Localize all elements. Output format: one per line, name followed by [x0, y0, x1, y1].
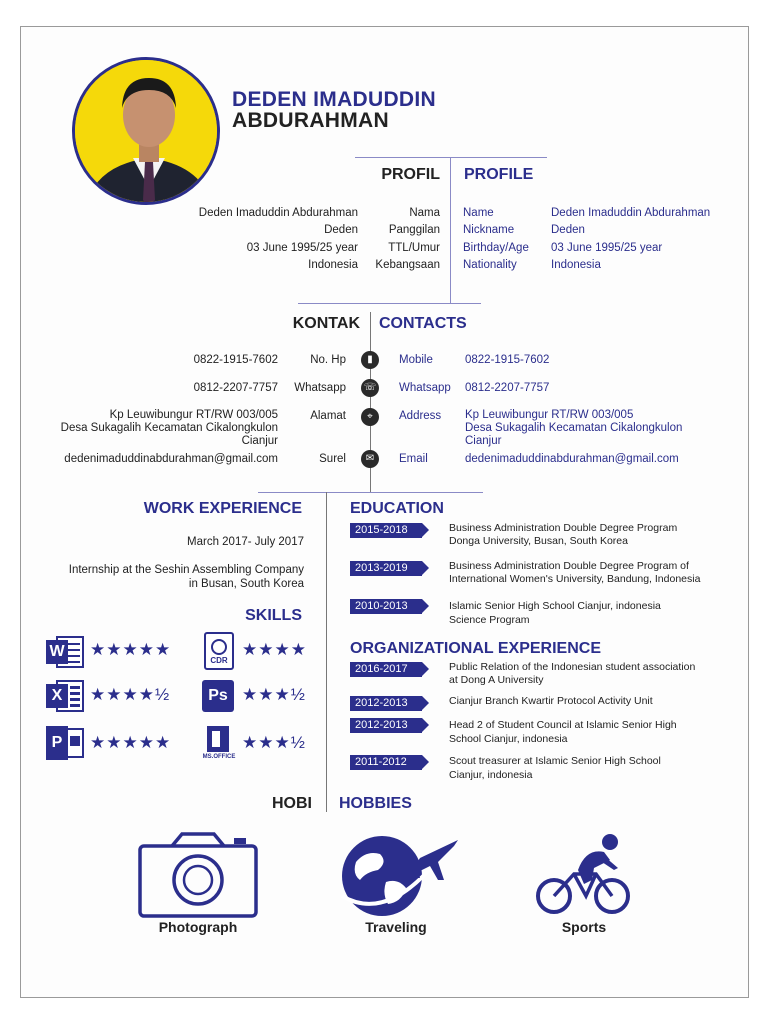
- profile-label-en: Name: [463, 207, 494, 219]
- education-years-badge: 2013-2019: [350, 561, 422, 576]
- excel-icon: X: [46, 680, 84, 712]
- contacts-bottom-rule: [258, 492, 483, 493]
- organization-line1: Public Relation of the Indonesian student association: [449, 661, 696, 673]
- email-icon: ✉: [361, 450, 379, 468]
- profile-label-id: TTL/Umur: [388, 242, 440, 254]
- msoffice-stars: ★★★½: [242, 733, 306, 752]
- name-line1: DEDEN IMADUDDIN: [232, 88, 436, 111]
- globe-plane-icon: [336, 832, 460, 918]
- profile-value-left: Deden: [324, 224, 358, 236]
- contact-value-right[interactable]: dedenimaduddinabdurahman@gmail.com: [465, 453, 679, 465]
- location-icon: ⌖: [361, 408, 379, 426]
- whatsapp-icon: ☏: [361, 379, 379, 397]
- education-years-badge: 2015-2018: [350, 523, 422, 538]
- hobbies-heading-id: HOBI: [272, 795, 312, 812]
- photoshop-icon: Ps: [202, 680, 234, 712]
- contact-label-en: Mobile: [399, 354, 433, 366]
- profile-value-left: 03 June 1995/25 year: [246, 242, 358, 254]
- profile-top-rule: [355, 157, 547, 158]
- word-icon: W: [46, 636, 84, 668]
- hobby-label: Traveling: [365, 919, 427, 935]
- contacts-heading-en: CONTACTS: [379, 315, 467, 332]
- hobbies-heading-en: HOBBIES: [339, 795, 412, 812]
- contact-value-left: 0812-2207-7757: [193, 382, 278, 394]
- profile-label-en: Birthday/Age: [463, 242, 529, 254]
- profile-value-left: Deden Imaduddin Abdurahman: [198, 207, 358, 219]
- contact-value-left: Kp Leuwibungur RT/RW 003/005 Desa Sukagalih Kecamatan Cikalongkulon Cianjur: [60, 409, 278, 447]
- skills-heading: SKILLS: [245, 607, 302, 624]
- cyclist-icon: [534, 830, 634, 918]
- education-line1: Business Administration Double Degree Program of: [449, 560, 689, 572]
- contacts-heading-id: KONTAK: [292, 315, 360, 332]
- work-heading: WORK EXPERIENCE: [143, 500, 302, 517]
- msoffice-icon: MS.OFFICE: [202, 726, 236, 764]
- contact-value-right[interactable]: 0822-1915-7602: [465, 354, 550, 366]
- word-stars: ★★★★★: [90, 640, 172, 659]
- profile-value-right: 03 June 1995/25 year: [551, 242, 663, 254]
- work-date: March 2017- July 2017: [187, 536, 304, 548]
- profile-value-right: Deden: [551, 224, 585, 236]
- profile-heading-id: PROFIL: [381, 166, 440, 183]
- contact-value-left: dedenimaduddinabdurahman@gmail.com: [64, 453, 278, 465]
- organization-years-badge: 2012-2013: [350, 718, 422, 733]
- work-desc-line2: in Busan, South Korea: [188, 578, 304, 590]
- contact-label-en: Address: [399, 410, 442, 422]
- cdr-stars: ★★★★: [242, 640, 307, 659]
- center-divider: [326, 492, 327, 812]
- contact-label-id: No. Hp: [310, 354, 346, 366]
- education-line1: Islamic Senior High School Cianjur, indonesia: [449, 600, 661, 612]
- contact-label-id: Alamat: [310, 410, 346, 422]
- profile-value-right: Indonesia: [551, 259, 601, 271]
- education-line2: Science Program: [449, 614, 530, 626]
- education-line2: Donga University, Busan, South Korea: [449, 535, 628, 547]
- hobby-label: Photograph: [158, 919, 238, 935]
- hobby-label: Sports: [561, 919, 607, 935]
- organization-line2: at Dong A University: [449, 674, 544, 686]
- work-desc-line1: Internship at the Seshin Assembling Company: [68, 564, 304, 576]
- powerpoint-icon: P: [46, 726, 86, 760]
- contact-value-left: 0822-1915-7602: [193, 354, 278, 366]
- organization-years-badge: 2012-2013: [350, 696, 422, 711]
- profile-label-id: Panggilan: [388, 224, 440, 236]
- organization-line1: Scout treasurer at Islamic Senior High School: [449, 755, 661, 767]
- contact-label-en: Whatsapp: [399, 382, 451, 394]
- organization-line1: Head 2 of Student Council at Islamic Senior High: [449, 719, 677, 731]
- contact-value-right[interactable]: 0812-2207-7757: [465, 382, 550, 394]
- education-heading: EDUCATION: [350, 500, 444, 517]
- profile-label-en: Nationality: [463, 259, 517, 271]
- name-line2: ABDURAHMAN: [232, 109, 389, 132]
- phone-icon: ▮: [361, 351, 379, 369]
- education-years-badge: 2010-2013: [350, 599, 422, 614]
- education-line1: Business Administration Double Degree Program: [449, 522, 678, 534]
- organization-line2: School Cianjur, indonesia: [449, 733, 568, 745]
- contact-label-id: Whatsapp: [294, 382, 346, 394]
- powerpoint-stars: ★★★★★: [90, 733, 172, 752]
- cdr-icon: CDR: [204, 632, 234, 670]
- contact-value-right: Kp Leuwibungur RT/RW 003/005 Desa Sukagalih Kecamatan Cikalongkulon Cianjur: [465, 409, 683, 447]
- organization-line1: Cianjur Branch Kwartir Protocol Activity Unit: [449, 695, 653, 707]
- profile-value-right: Deden Imaduddin Abdurahman: [551, 207, 711, 219]
- profile-value-left: Indonesia: [308, 259, 358, 271]
- profile-label-en: Nickname: [463, 224, 515, 236]
- photoshop-stars: ★★★½: [242, 685, 306, 704]
- organization-line2: Cianjur, indonesia: [449, 769, 533, 781]
- profile-divider: [450, 157, 451, 303]
- organization-heading: ORGANIZATIONAL EXPERIENCE: [350, 640, 601, 657]
- excel-stars: ★★★★½: [90, 685, 171, 704]
- camera-icon: [138, 832, 258, 918]
- profile-heading-en: PROFILE: [464, 166, 534, 183]
- profile-bottom-rule: [298, 303, 481, 304]
- organization-years-badge: 2011-2012: [350, 755, 422, 770]
- education-line2: International Women's University, Bandung, Indonesia: [449, 573, 701, 585]
- contact-label-id: Surel: [319, 453, 346, 465]
- profile-label-id: Kebangsaan: [375, 259, 440, 271]
- contact-label-en: Email: [399, 453, 428, 465]
- profile-photo: [72, 57, 220, 205]
- organization-years-badge: 2016-2017: [350, 662, 422, 677]
- profile-label-id: Nama: [409, 207, 440, 219]
